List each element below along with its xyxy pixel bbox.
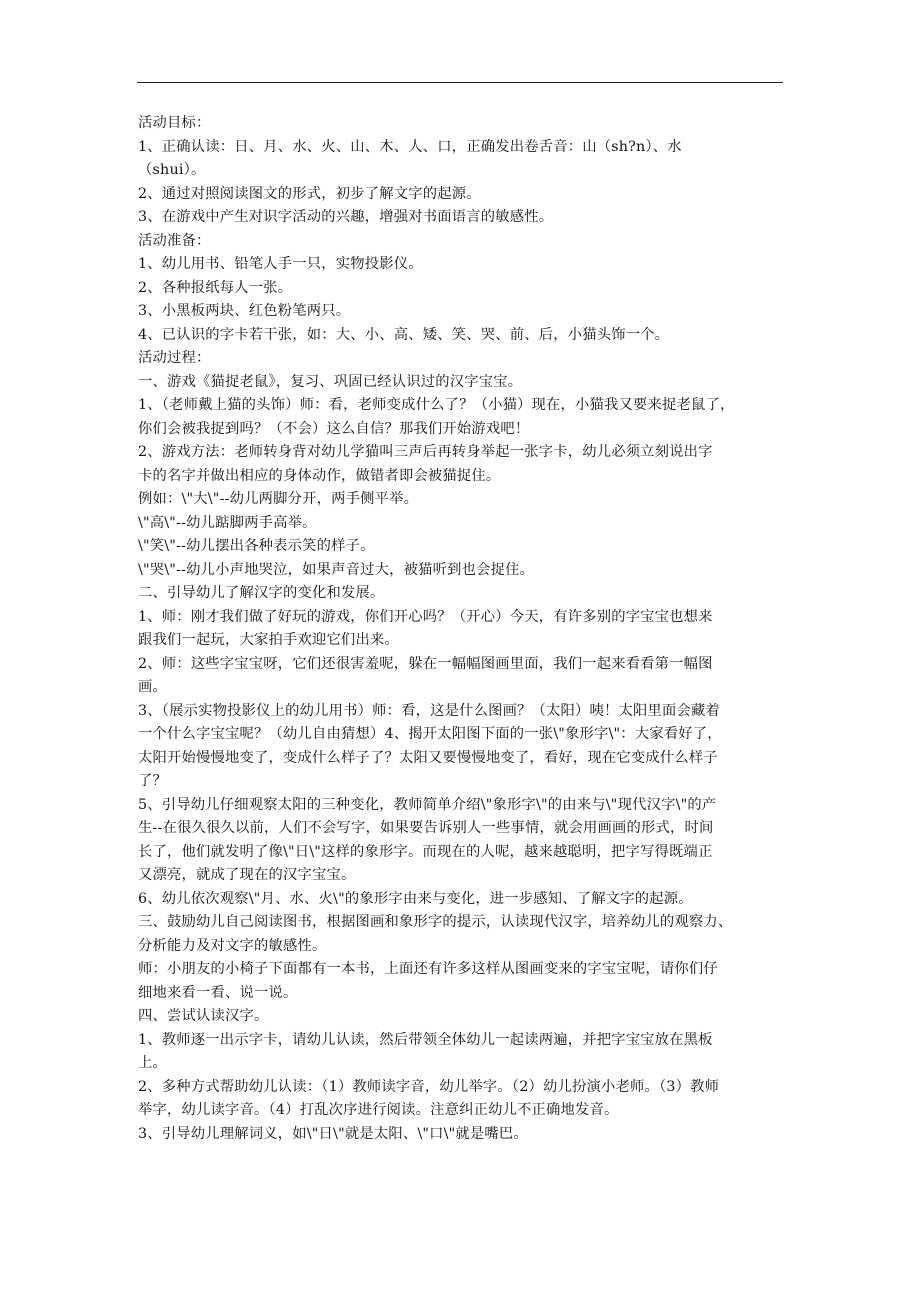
text-line: 5、引导幼儿仔细观察太阳的三种变化，教师简单介绍\"象形字\"的由来与\"现代汉字\"的产 (138, 796, 717, 813)
text-line: 1、正确认读：日、月、水、火、山、木、人、口，正确发出卷舌音：山（sh?n）、水 (138, 138, 682, 155)
text-line: 2、游戏方法：老师转身背对幼儿学猫叫三声后再转身举起一张字卡，幼儿必须立刻说出字 (138, 444, 713, 460)
text-line: 师：小朋友的小椅子下面都有一本书，上面还有许多这样从图画变来的字宝宝呢，请你们仔 (138, 961, 718, 977)
text-line: 生--在很久很久以前，人们不会写字，如果要告诉别人一些事情，就会用画画的形式，时间 (138, 820, 714, 836)
text-line: 一个什么字宝宝呢？（幼儿自由猜想）4、揭开太阳图下面的一张\"象形字\"：大家看好了， (138, 726, 722, 742)
document-body (138, 112, 782, 1146)
text-line: 3、引导幼儿理解词义，如\"日\"就是太阳、\"口\"就是嘴巴。 (138, 1125, 528, 1142)
text-line: 卡的名字并做出相应的身体动作，做错者即会被猫捉住。 (138, 467, 501, 484)
text-line: 1、幼儿用书、铅笔人手一只，实物投影仪。 (138, 256, 423, 272)
text-line: 二、引导幼儿了解汉字的变化和发展。 (138, 585, 385, 601)
text-line: 1、（老师戴上猫的头饰）师：看，老师变成什么了？（小猫）现在，小猫我又要来捉老鼠了， (138, 397, 735, 413)
text-line: 跟我们一起玩，大家拍手欢迎它们出来。 (138, 632, 399, 648)
text-line: 一、游戏《猫捉老鼠》，复习、巩固已经认识过的汉字宝宝。 (138, 373, 523, 390)
text-line: 又漂亮，就成了现在的汉字宝宝。 (138, 867, 356, 883)
text-line: 2、师：这些字宝宝呀，它们还很害羞呢，躲在一幅幅图画里面，我们一起来看看第一幅图 (138, 655, 713, 672)
text-line: \"高\"--幼儿踮脚两手高举。 (138, 514, 317, 531)
text-line: 长了，他们就发明了像\"日\"这样的象形字。而现在的人呢，越来越聪明，把字写得既端正 (138, 843, 713, 860)
header-rule (137, 82, 783, 83)
text-line: 2、多种方式帮助幼儿认读：（1）教师读字音，幼儿举字。（2）幼儿扮演小老师。（3）教师 (138, 1078, 720, 1095)
text-line: 3、小黑板两块、红色粉笔两只。 (138, 303, 351, 319)
text-line: 你们会被我捉到吗？（不会）这么自信？那我们开始游戏吧！ (138, 420, 530, 437)
text-line: 3、（展示实物投影仪上的幼儿用书）师：看，这是什么图画？（太阳）咦！太阳里面会藏着 (138, 702, 721, 719)
text-line: 2、各种报纸每人一张。 (138, 279, 293, 296)
text-line: 分析能力及对文字的敏感性。 (138, 937, 327, 954)
text-line: 活动过程： (138, 350, 211, 366)
text-line: 1、教师逐一出示字卡，请幼儿认读，然后带领全体幼儿一起读两遍，并把字宝宝放在黑板 (138, 1031, 713, 1048)
text-line: 画。 (138, 679, 167, 695)
text-line: \"笑\"--幼儿摆出各种表示笑的样子。 (138, 538, 375, 554)
text-line: 三、鼓励幼儿自己阅读图书，根据图画和象形字的提示，认读现代汉字，培养幼儿的观察力、 (138, 914, 733, 930)
text-line: 太阳开始慢慢地变了，变成什么样子了？太阳又要慢慢地变了，看好，现在它变成什么样子 (138, 749, 718, 766)
text-line: 1、师：刚才我们做了好玩的游戏，你们开心吗？（开心）今天，有许多别的字宝宝也想来 (138, 608, 713, 625)
text-line: 2、通过对照阅读图文的形式，初步了解文字的起源。 (138, 185, 481, 202)
text-line: 活动准备： (138, 232, 211, 249)
text-line: （shui）。 (138, 162, 206, 178)
text-line: 细地来看一看、说一说。 (138, 984, 298, 1001)
text-line: 活动目标： (138, 115, 211, 131)
text-line: 上。 (138, 1055, 167, 1071)
text-line: 四、尝试认读汉字。 (138, 1008, 269, 1024)
text-line: 举字，幼儿读字音。（4）打乱次序进行阅读。注意纠正幼儿不正确地发音。 (138, 1102, 619, 1118)
text-line: 4、已认识的字卡若干张，如：大、小、高、矮、笑、哭、前、后，小猫头饰一个。 (138, 326, 670, 343)
text-line: 6、幼儿依次观察\"月、水、火\"的象形字由来与变化，进一步感知、了解文字的起源。 (138, 890, 693, 907)
text-line: 例如：\"大\"--幼儿两脚分开，两手侧平举。 (138, 491, 419, 507)
text-line: 3、在游戏中产生对识字活动的兴趣，增强对书面语言的敏感性。 (138, 209, 554, 225)
text-line: \"哭\"--幼儿小声地哭泣，如果声音过大，被猫听到也会捉住。 (138, 561, 535, 578)
text-line: 了？ (138, 773, 167, 789)
